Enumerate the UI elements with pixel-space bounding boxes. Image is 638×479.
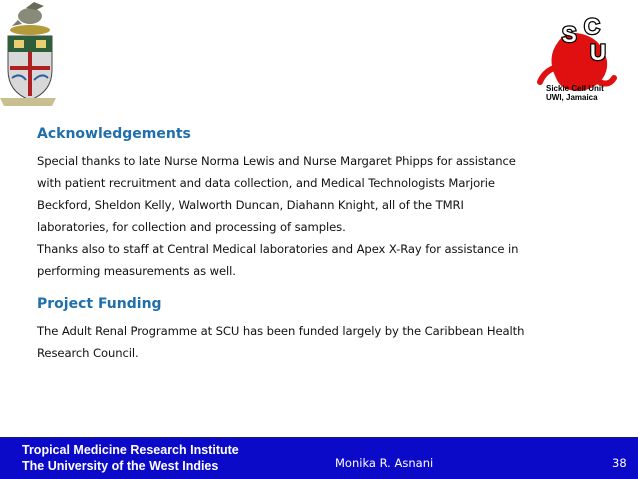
scu-logo-letter-s: S — [562, 22, 577, 47]
acknowledgements-line-4: laboratories, for collection and processing of samples. — [37, 220, 346, 234]
slide-content — [37, 124, 597, 364]
scu-logo-letter-u: U — [590, 40, 606, 65]
acknowledgements-line-3: Beckford, Sheldon Kelly, Walworth Duncan, Diahann Knight, all of the TMRI — [37, 198, 464, 212]
footer-author: Monika R. Asnani — [335, 456, 434, 470]
footer-bar — [0, 437, 638, 479]
acknowledgements-line-6: performing measurements as well. — [37, 264, 236, 278]
scu-caption-line1: Sickle Cell Unit — [546, 84, 604, 93]
scu-logo-caption — [546, 84, 634, 102]
footer-university-name: The University of the West Indies — [22, 459, 219, 473]
uwi-crest-icon — [0, 0, 56, 108]
footer-institute-name: Tropical Medicine Research Institute — [22, 443, 239, 457]
scu-caption-line2: UWI, Jamaica — [546, 93, 598, 102]
slide-page-number: 38 — [612, 456, 627, 470]
acknowledgements-heading: Acknowledgements — [37, 126, 191, 142]
section-spacer — [37, 282, 597, 294]
scu-logo-letter-c: C — [584, 14, 600, 39]
footer-institution — [22, 442, 239, 474]
funding-line-1: The Adult Renal Programme at SCU has been funded largely by the Caribbean Health — [37, 324, 525, 338]
acknowledgements-line-1: Special thanks to late Nurse Norma Lewis and Nurse Margaret Phipps for assistance — [37, 154, 516, 168]
acknowledgements-line-2: with patient recruitment and data collection, and Medical Technologists Marjorie — [37, 176, 495, 190]
acknowledgements-line-5: Thanks also to staff at Central Medical laboratories and Apex X-Ray for assistance in — [37, 242, 519, 256]
funding-line-2: Research Council. — [37, 346, 139, 360]
funding-heading: Project Funding — [37, 296, 162, 312]
